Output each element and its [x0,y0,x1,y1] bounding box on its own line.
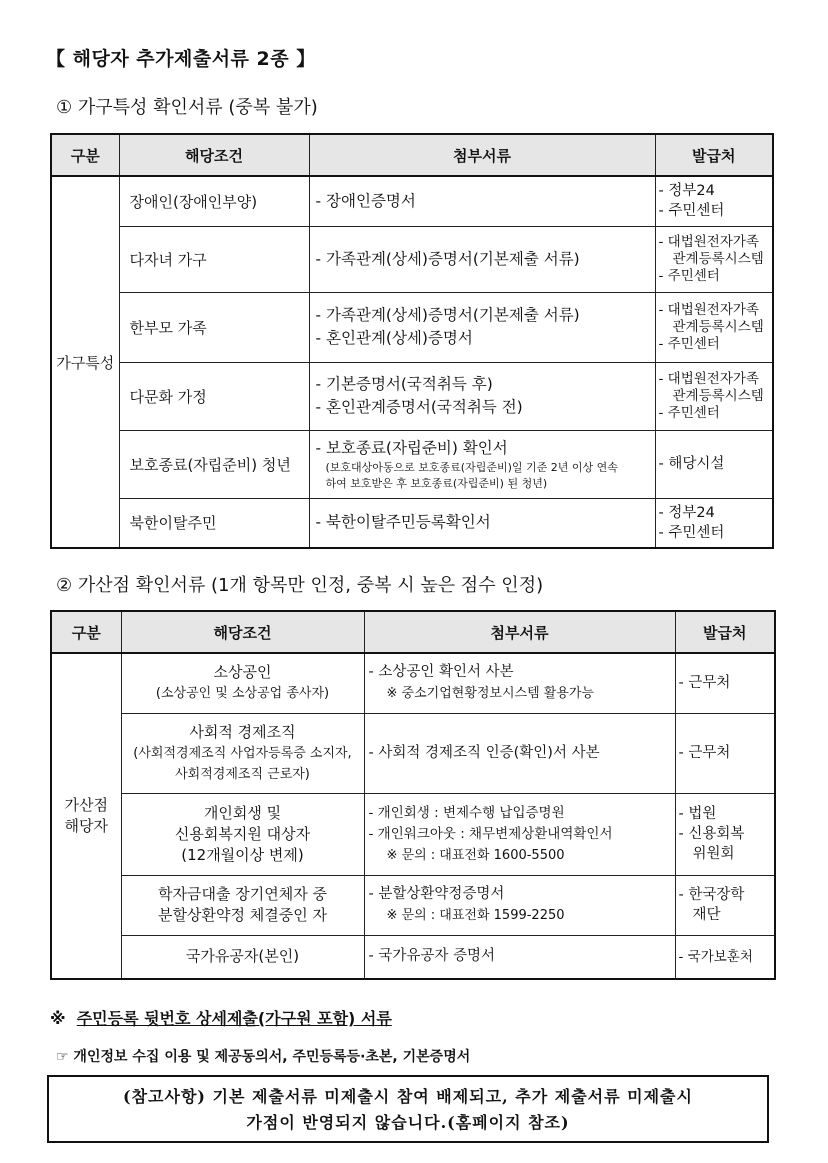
table-row [51,498,773,548]
table-row [51,362,773,430]
header-category: 구분 [51,611,121,653]
issuer-cell: - 정부24 - 주민센터 [655,498,773,548]
table-row [51,713,775,793]
table-row [51,430,773,498]
table-row [51,292,773,362]
condition-cell: 보호종료(자립준비) 청년 [119,430,309,498]
condition-cell: 국가유공자(본인) [121,935,364,979]
condition-cell: 소상공인 (소상공인 및 소상공업 종사자) [121,653,364,713]
issuer-cell: - 해당시설 [655,430,773,498]
condition-cell: 장애인(장애인부양) [119,176,309,226]
documents-cell: - 가족관계(상세)증명서(기본제출 서류) - 혼인관계(상세)증명서 [309,292,655,362]
condition-cell: 개인회생 및 신용회복지원 대상자 (12개월이상 변제) [121,793,364,875]
condition-cell: 북한이탈주민 [119,498,309,548]
section2-heading: ② 가산점 확인서류 (1개 항목만 인정, 중복 시 높은 점수 인정) [56,575,544,596]
category-cell: 가산점 해당자 [51,653,121,979]
category-cell: 가구특성 [51,176,119,548]
required-docs-list: ☞ 개인정보 수집 이용 및 제공동의서, 주민등록등·초본, 기본증명서 [56,1049,471,1065]
header-documents: 첨부서류 [309,134,655,176]
issuer-cell: - 근무처 [675,653,775,713]
header-category: 구분 [51,134,119,176]
documents-cell: - 개인회생 : 변제수행 납입증명원 - 개인워크아웃 : 채무변제상환내역확인서 ※ 문의 : 대표전화 1600-5500 [364,793,675,875]
documents-cell: - 북한이탈주민등록확인서 [309,498,655,548]
issuer-cell: - 한국장학 재단 [675,875,775,935]
condition-cell: 한부모 가족 [119,292,309,362]
documents-cell: - 사회적 경제조직 인증(확인)서 사본 [364,713,675,793]
documents-cell: - 소상공인 확인서 사본 ※ 중소기업현황정보시스템 활용가능 [364,653,675,713]
condition-cell: 다문화 가정 [119,362,309,430]
documents-cell: - 기본증명서(국적취득 후) - 혼인관계증명서(국적취득 전) [309,362,655,430]
table-row [51,226,773,292]
condition-cell: 학자금대출 장기연체자 중 분할상환약정 체결중인 자 [121,875,364,935]
page-title: 【 해당자 추가제출서류 2종 】 [46,48,316,70]
table-row [51,176,773,226]
header-documents: 첨부서류 [364,611,675,653]
section1-heading: ① 가구특성 확인서류 (중복 불가) [56,97,318,118]
header-condition: 해당조건 [119,134,309,176]
documents-cell: - 분할상환약정증명서 ※ 문의 : 대표전화 1599-2250 [364,875,675,935]
issuer-cell: - 정부24 - 주민센터 [655,176,773,226]
condition-cell: 다자녀 가구 [119,226,309,292]
resident-number-notice: ※ 주민등록 뒷번호 상세제출(가구원 포함) 서류 [50,1009,392,1028]
table-header-row [51,134,773,176]
table-row [51,793,775,875]
table-row [51,935,775,979]
documents-cell: - 가족관계(상세)증명서(기본제출 서류) [309,226,655,292]
issuer-cell: - 법원 - 신용회복 위원회 [675,793,775,875]
table-header-row [51,611,775,653]
documents-cell: - 국가유공자 증명서 [364,935,675,979]
table-row [51,653,775,713]
table-row [51,875,775,935]
reference-notice-box: (참고사항) 기본 제출서류 미제출시 참여 배제되고, 추가 제출서류 미제출시 가점이 반영되지 않습니다.(홈페이지 참조) [47,1075,769,1143]
issuer-cell: - 대법원전자가족 관계등록시스템 - 주민센터 [655,362,773,430]
header-issuer: 발급처 [655,134,773,176]
issuer-cell: - 국가보훈처 [675,935,775,979]
header-condition: 해당조건 [121,611,364,653]
documents-cell: - 보호종료(자립준비) 확인서 (보호대상아동으로 보호종료(자립준비)일 기준 2년 이상 연속 하여 보호받은 후 보호종료(자립준비) 된 청년) [309,430,655,498]
bonus-table [50,610,776,980]
issuer-cell: - 대법원전자가족 관계등록시스템 - 주민센터 [655,226,773,292]
issuer-cell: - 근무처 [675,713,775,793]
household-table [50,133,774,549]
header-issuer: 발급처 [675,611,775,653]
documents-cell: - 장애인증명서 [309,176,655,226]
issuer-cell: - 대법원전자가족 관계등록시스템 - 주민센터 [655,292,773,362]
condition-cell: 사회적 경제조직 (사회적경제조직 사업자등록증 소지자, 사회적경제조직 근로자) [121,713,364,793]
